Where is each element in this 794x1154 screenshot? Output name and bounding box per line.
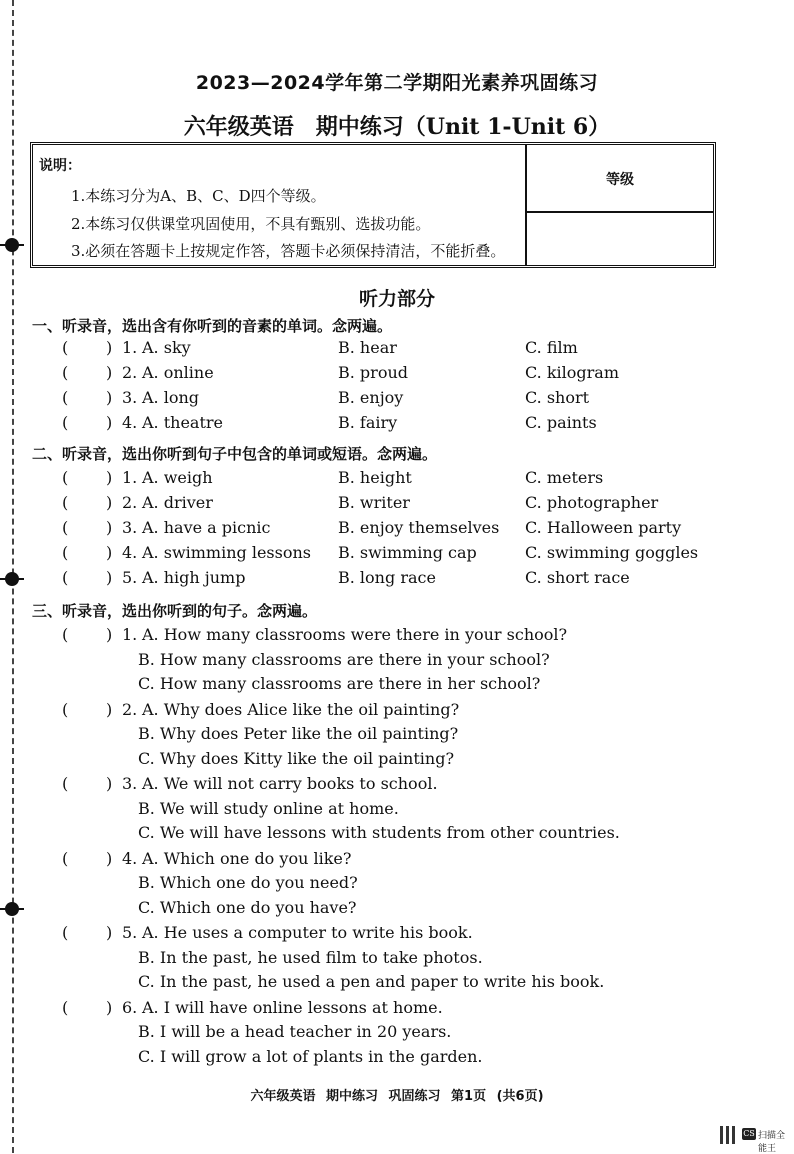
question-row [0,518,794,542]
option-a: A. sky [142,338,191,357]
option-b-row [0,873,794,897]
answer-blank-close: ) [106,997,113,1017]
option-b: B. fairy [338,413,398,432]
option-b-row [0,724,794,748]
answer-blank-close: ) [106,923,113,942]
grade-label: 等级 [527,145,713,213]
exam-subtitle: 六年级英语 期中练习（Unit 1-Unit 6） [183,114,611,140]
option-c-row [0,972,794,996]
question-row [0,543,794,567]
answer-blank-close: ) [106,468,113,487]
option-c-row [0,1047,794,1071]
answer-blank-open[interactable]: ( [62,923,69,942]
question-row [0,923,794,947]
question-number: 5. [122,923,138,942]
instruction-line: 2.本练习仅供课堂巩固使用，不具有甄别、选拔功能。 [71,215,431,233]
question-number: 3. [122,774,138,793]
question-number: 5. [122,568,138,587]
answer-blank-close: ) [106,625,113,644]
option-b: B. Which one do you need? [138,873,358,892]
answer-blank-open[interactable]: ( [62,997,69,1017]
option-b: B. Why does Peter like the oil painting? [138,724,459,743]
question-row [0,625,794,649]
option-a: A. swimming lessons [142,543,311,562]
option-c: C. We will have lessons with students from other countries. [138,823,620,842]
option-b: B. proud [338,363,408,382]
option-b: B. hear [338,338,397,357]
instruction-line: 1.本练习分为A、B、C、D四个等级。 [71,187,326,205]
question-row [0,363,794,387]
listening-section-title: 听力部分 [358,288,435,310]
question-number: 3. [122,518,138,537]
question-row [0,338,794,362]
answer-blank-open[interactable]: ( [62,413,69,432]
question-row [0,413,794,437]
option-c: C. paints [525,413,597,432]
option-b: B. swimming cap [338,543,477,562]
option-a: A. Why does Alice like the oil painting? [142,699,460,719]
answer-blank-close: ) [106,543,113,562]
option-b: B. How many classrooms are there in your school? [138,649,550,669]
answer-blank-open[interactable]: ( [62,493,69,512]
option-c-row [0,823,794,847]
answer-blank-open[interactable]: ( [62,338,69,357]
option-b: B. long race [338,568,436,587]
answer-blank-close: ) [106,388,113,407]
option-c: C. Which one do you have? [138,897,357,917]
option-c: C. How many classrooms are there in her school? [138,674,541,693]
answer-blank-open[interactable]: ( [62,388,69,407]
option-b: B. I will be a head teacher in 20 years. [138,1022,452,1041]
option-a: A. He uses a computer to write his book. [142,923,473,942]
question-number: 4. [122,848,138,868]
instructions-heading: 说明： [39,158,81,174]
answer-blank-close: ) [106,493,113,512]
answer-blank-close: ) [106,774,113,793]
answer-blank-close: ) [106,699,113,719]
answer-blank-close: ) [106,568,113,587]
answer-blank-close: ) [106,413,113,432]
option-c-row [0,749,794,773]
question-row [0,998,794,1022]
part2-heading: 二、听录音，选出你听到句子中包含的单词或短语。念两遍。 [32,445,438,463]
option-c-row [0,898,794,922]
option-c-row [0,674,794,698]
option-b-row [0,948,794,972]
option-c: C. Halloween party [525,518,682,537]
instructions-box [30,142,716,268]
question-number: 1. [122,338,138,357]
option-c: C. kilogram [525,363,620,382]
option-a: A. have a picnic [142,518,271,537]
option-a: A. long [142,388,200,407]
option-a: A. We will not carry books to school. [142,774,438,793]
option-b: B. enjoy [338,388,404,407]
question-row [0,700,794,724]
option-c: C. photographer [525,493,659,512]
part1-heading: 一、听录音，选出含有你听到的音素的单词。念两遍。 [32,317,393,335]
option-a: A. online [142,363,214,382]
part3-heading: 三、听录音，选出你听到的句子。念两遍。 [32,602,318,620]
answer-blank-close: ) [106,338,113,357]
option-b-row [0,1022,794,1046]
answer-blank-close: ) [106,518,113,537]
option-a: A. I will have online lessons at home. [142,997,443,1017]
answer-blank-open[interactable]: ( [62,518,69,537]
page-footer: 六年级英语 期中练习 巩固练习 第1页 (共6页) [250,1089,544,1104]
answer-blank-open[interactable]: ( [62,848,69,868]
option-b: B. In the past, he used film to take photos. [138,947,483,967]
option-c: C. I will grow a lot of plants in the garden. [138,1046,483,1066]
question-number: 1. [122,625,138,644]
exam-title: 2023—2024学年第二学期阳光素养巩固练习 [195,72,599,94]
answer-blank-open[interactable]: ( [62,625,69,644]
option-c: C. In the past, he used a pen and paper to write his book. [138,972,605,991]
qr-code-icon [720,1126,738,1144]
scanner-label: 扫描全能王 [758,1131,786,1154]
question-number: 2. [122,493,138,512]
option-b: B. writer [338,493,410,512]
answer-blank-close: ) [106,363,113,382]
question-row [0,849,794,873]
option-b: B. height [338,468,412,487]
scanner-logo-icon: CS [743,1129,755,1138]
question-number: 4. [122,413,138,432]
question-row [0,568,794,592]
answer-blank-open[interactable]: ( [62,774,69,793]
option-b-row [0,799,794,823]
instruction-line: 3.必须在答题卡上按规定作答，答题卡必须保持清洁，不能折叠。 [71,242,506,260]
question-row [0,388,794,412]
instructions-panel [33,145,527,265]
option-a: A. How many classrooms were there in your school? [142,625,568,644]
scanner-watermark [720,1126,790,1154]
question-number: 6. [122,997,138,1017]
question-number: 1. [122,468,138,487]
answer-blank-close: ) [106,848,113,868]
binding-hole-icon [5,238,19,252]
option-a: A. high jump [142,568,246,587]
answer-blank-open[interactable]: ( [62,699,69,719]
option-c: C. film [525,338,578,357]
question-number: 2. [122,363,138,382]
option-b: B. We will study online at home. [138,798,399,818]
answer-blank-open[interactable]: ( [62,363,69,382]
option-c: C. meters [525,468,604,487]
question-row [0,774,794,798]
option-a: A. Which one do you like? [142,848,352,868]
option-c: C. Why does Kitty like the oil painting? [138,748,455,768]
option-c: C. swimming goggles [525,543,699,562]
question-number: 3. [122,388,138,407]
option-b: B. enjoy themselves [338,518,500,537]
answer-blank-open[interactable]: ( [62,568,69,587]
option-a: A. driver [142,493,213,512]
option-a: A. weigh [142,468,213,487]
question-number: 4. [122,543,138,562]
question-number: 2. [122,699,138,719]
answer-blank-open[interactable]: ( [62,543,69,562]
question-row [0,493,794,517]
option-a: A. theatre [142,413,224,432]
option-b-row [0,650,794,674]
answer-blank-open[interactable]: ( [62,468,69,487]
option-c: C. short [525,388,590,407]
option-c: C. short race [525,568,630,587]
question-row [0,468,794,492]
